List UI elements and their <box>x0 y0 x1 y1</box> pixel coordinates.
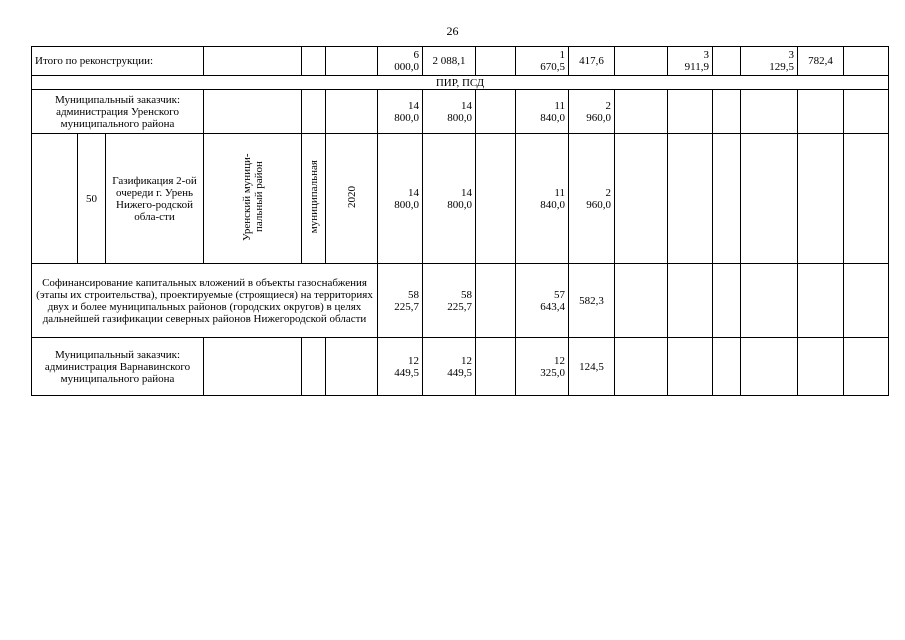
table-row <box>32 90 889 134</box>
value-cell: 3 911,9 <box>668 47 713 76</box>
value-cell: 12 449,5 <box>378 338 423 396</box>
value-cell: 58 225,7 <box>423 264 476 338</box>
table-row <box>32 264 889 338</box>
value-cell: 57 643,4 <box>516 264 569 338</box>
row-label: Муниципальный заказчик: администрация Уренского муниципального района <box>32 90 204 134</box>
value-cell: 11 840,0 <box>516 90 569 134</box>
value-cell: 14 800,0 <box>423 90 476 134</box>
value-cell: 11 840,0 <box>516 134 569 264</box>
value-cell: 12 449,5 <box>423 338 476 396</box>
row-label: Муниципальный заказчик: администрация Варнавинского муниципального района <box>32 338 204 396</box>
value-cell: 3 129,5 <box>741 47 798 76</box>
value-cell: 14 800,0 <box>423 134 476 264</box>
value-cell: 782,4 <box>798 47 844 76</box>
value-cell: 124,5 <box>569 338 615 396</box>
table-row <box>32 134 889 264</box>
value-cell: 1 670,5 <box>516 47 569 76</box>
row-label: Итого по реконструкции: <box>32 47 204 76</box>
value-cell: 58 225,7 <box>378 264 423 338</box>
value-cell: 14 800,0 <box>378 134 423 264</box>
item-year: 2020 <box>345 186 358 208</box>
table-row <box>32 76 889 90</box>
value-cell: 6 000,0 <box>378 47 423 76</box>
value-cell: 2 960,0 <box>569 90 615 134</box>
item-district: Уренский муници-пальный район <box>240 153 265 241</box>
page-number: 26 <box>446 24 459 38</box>
table-row <box>32 338 889 396</box>
value-cell: 2 088,1 <box>423 47 476 76</box>
item-number: 50 <box>78 134 106 264</box>
item-name: Газификация 2-ой очереди г. Урень Нижего-родской обла-сти <box>106 134 204 264</box>
investment-table <box>31 46 889 396</box>
table-row <box>32 47 889 76</box>
value-cell: 2 960,0 <box>569 134 615 264</box>
section-heading: ПИР, ПСД <box>32 76 889 90</box>
value-cell: 417,6 <box>569 47 615 76</box>
value-cell: 14 800,0 <box>378 90 423 134</box>
item-ownership: муниципальная <box>307 160 320 234</box>
value-cell: 12 325,0 <box>516 338 569 396</box>
value-cell: 582,3 <box>569 264 615 338</box>
row-label: Софинансирование капитальных вложений в объекты газоснабжения (этапы их строительства), проектируемые (строящиеся) на территориях двух и более муниципальных районов (городских округов) в целях дальнейшей газификации северных районов Нижегородской области <box>32 264 378 338</box>
